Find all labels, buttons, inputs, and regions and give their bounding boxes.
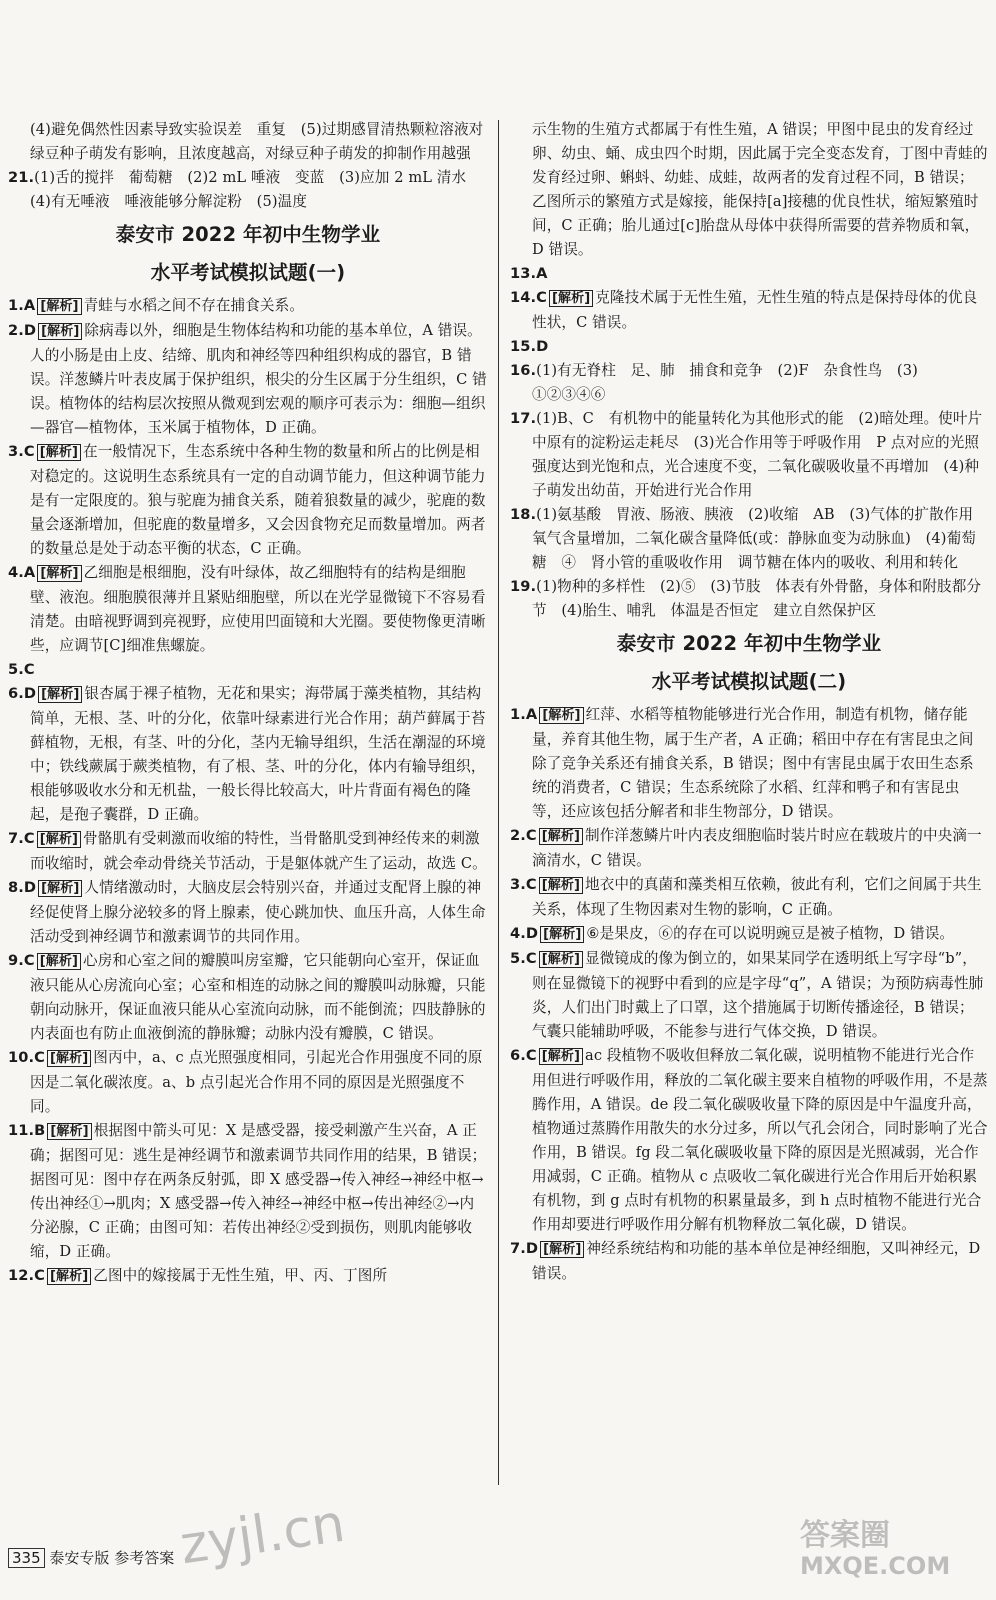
analysis-text: 显微镜成的像为倒立的，如果某同学在透明纸上写字母“b”，则在显微镜下的视野中看到的应是字母“q”，A 错误；为预防病毒性肺炎，人们出门时戴上了口罩，这个措施属于切断传播途径，B 错误；气囊只能辅助呼吸，不能参与进行气体交换，D 错误。 xyxy=(532,950,984,1040)
section-title-1-line2: 水平考试模拟试题(一) xyxy=(150,261,346,284)
exam2-answer-item xyxy=(510,703,988,824)
analysis-text: 骨骼肌有受刺激而收缩的特性，当骨骼肌受到神经传来的刺激而收缩时，就会牵动骨绕关节活动，于是躯体就产生了运动，故选 C。 xyxy=(30,830,487,872)
analysis-text: 神经系统结构和功能的基本单位是神经细胞，又叫神经元，D 错误。 xyxy=(532,1240,981,1282)
answer-letter: C xyxy=(23,952,35,969)
answer-letter: D xyxy=(536,338,549,355)
exam1-answer-item xyxy=(8,1264,488,1289)
analysis-text: (1)氨基酸 胃液、肠液、胰液 (2)收缩 AB (3)气体的扩散作用 氧气含量增加，二氧化碳含量降低(或：静脉血变为动脉血) (4)葡萄糖 ④ 肾小管的重吸收作用 调节糖在体内的吸收、利用和转化 xyxy=(532,506,988,571)
exam1-answer-item xyxy=(510,262,988,286)
question-number: 6. xyxy=(510,1047,526,1064)
answer-letter: C xyxy=(34,1267,45,1284)
question-number: 6. xyxy=(8,685,24,702)
exam1-answer-item xyxy=(8,319,488,440)
question-number: 3. xyxy=(510,876,526,893)
analysis-tag: [解析] xyxy=(539,1048,583,1065)
answer-letter: B xyxy=(34,1122,46,1139)
analysis-tag: [解析] xyxy=(540,926,584,943)
question-number: 4. xyxy=(8,564,24,581)
answer-letter: A xyxy=(536,265,548,282)
page-footer xyxy=(8,1547,174,1568)
analysis-text: ac 段植物不吸收但释放二氧化碳，说明植物不能进行光合作用但进行呼吸作用，释放的二氧化碳主要来自植物的呼吸作用，不是蒸腾作用，A 错误。de 段二氧化碳吸收量下降的原因是中午温度升高，植物通过蒸腾作用散失的水分过多，所以气孔会闭合，同时影响了光合作用，B 错误。fg 段二氧化碳吸收量下降的原因是光照减弱，光合作用减弱，C 正确。植物从 c 点吸收二氧化碳进行光合作用后开始积累有机物，到 g 点时有机物的积累量最多，到 h 点时植物不能进行光合作用却要进行呼吸作用分解有机物释放二氧化碳，D 错误。 xyxy=(532,1047,988,1233)
exam1-answer-item xyxy=(8,1046,488,1119)
exam1-answer-item xyxy=(8,294,488,319)
exam2-answer-item xyxy=(510,824,988,873)
analysis-text: 地衣中的真菌和藻类相互依赖，彼此有利，它们之间属于共生关系，体现了生物因素对生物的影响，C 正确。 xyxy=(532,876,982,918)
exam1-answer-item xyxy=(8,1119,488,1264)
analysis-text: 青蛙与水稻之间不存在捕食关系。 xyxy=(83,297,305,314)
analysis-tag: [解析] xyxy=(47,1268,91,1285)
question-number: 17. xyxy=(510,410,537,427)
analysis-tag: [解析] xyxy=(37,444,81,461)
answer-letter: A xyxy=(23,297,36,314)
analysis-tag: [解析] xyxy=(47,1123,91,1140)
answer-list-exam-2 xyxy=(510,703,988,1286)
analysis-tag: [解析] xyxy=(37,831,81,848)
q12-continuation: 示生物的生殖方式都属于有性生殖，A 错误；甲图中昆虫的发育经过卵、幼虫、蛹、成虫四个时期，因此属于完全变态发育，丁图中青蛙的发育经过卵、蝌蚪、幼蛙、成蛙，故两者的发育过程不同，B 错误；乙图所示的繁殖方式是嫁接，能保持[a]接穗的优良性状，缩短繁殖时间，C 正确；胎儿通过[c]胎盘从母体中获得所需要的营养物质和氧，D 错误。 xyxy=(532,121,988,258)
question-number: 2. xyxy=(510,827,526,844)
answer-list-exam-1-cont xyxy=(510,262,988,623)
answer-letter: C xyxy=(23,661,35,678)
right-column xyxy=(510,118,988,1286)
exam2-answer-item xyxy=(510,873,988,922)
exam1-answer-item xyxy=(8,682,488,827)
answer-letter: D xyxy=(23,322,37,339)
answer-letter: C xyxy=(525,950,537,967)
analysis-tag: [解析] xyxy=(47,1050,91,1067)
answer-letter: C xyxy=(525,1047,537,1064)
analysis-tag: [解析] xyxy=(38,880,82,897)
analysis-text: 根据图中箭头可见：X 是感受器，接受刺激产生兴奋，A 正确；据图可见：逃生是神经调节和激素调节共同作用的结果，B 错误；据图可见：图中存在两条反射弧，即 X 感受器→传入神经→神经中枢→传出神经①→肌肉；X 感受器→传入神经→神经中枢→传出神经②→内分泌腺，C 正确；由图可知：若传出神经②受到损伤，则肌肉能够收缩，D 正确。 xyxy=(30,1122,487,1260)
answer-letter: C xyxy=(23,443,35,460)
analysis-tag: [解析] xyxy=(37,953,81,970)
analysis-text: ⑥是果皮，⑥的存在可以说明豌豆是被子植物，D 错误。 xyxy=(586,925,955,942)
analysis-text: 银杏属于裸子植物，无花和果实；海带属于藻类植物，其结构简单，无根、茎、叶的分化，依靠叶绿素进行光合作用；葫芦藓属于苔藓植物，无根，有茎、叶的分化，茎内无输导组织，生活在潮湿的环境中；铁线蕨属于蕨类植物，有了根、茎、叶的分化，体内有输导组织，根能够吸收水分和无机盐，一般长得比较高大，叶片背面有褐色的隆起，是孢子囊群，D 正确。 xyxy=(30,685,486,823)
exam2-answer-item xyxy=(510,1044,988,1237)
answer-letter: D xyxy=(525,1240,539,1257)
answer-letter: D xyxy=(23,685,37,702)
exam1-answer-item xyxy=(510,575,988,623)
question-number: 19. xyxy=(510,578,537,595)
question-number: 1. xyxy=(8,297,24,314)
question-number: 7. xyxy=(8,830,24,847)
edition-label: 泰安专版 xyxy=(49,1549,110,1567)
question-number: 7. xyxy=(510,1240,526,1257)
question-number: 3. xyxy=(8,443,24,460)
analysis-tag: [解析] xyxy=(37,298,81,315)
analysis-text: 克隆技术属于无性生殖，无性生殖的特点是保持母体的优良性状，C 错误。 xyxy=(532,289,978,331)
analysis-text: 人情绪激动时，大脑皮层会特别兴奋，并通过支配肾上腺的神经促使肾上腺分泌较多的肾上腺素，使心跳加快、血压升高，人体生命活动受到神经调节和激素调节的共同作用。 xyxy=(30,879,486,945)
analysis-tag: [解析] xyxy=(539,828,583,845)
answer-list-exam-1 xyxy=(8,294,488,1289)
analysis-text: (1)物种的多样性 (2)⑤ (3)节肢 体表有外骨骼，身体和附肢都分节 (4)胎生、哺乳 体温是否恒定 建立自然保护区 xyxy=(532,578,982,619)
watermark-mxqe-cn: 答案圈 xyxy=(800,1518,890,1553)
question-number: 8. xyxy=(8,879,24,896)
question-number: 5. xyxy=(510,950,526,967)
question-number: 4. xyxy=(510,925,526,942)
question-number: 14. xyxy=(510,289,537,306)
section-title-2-line2: 水平考试模拟试题(二) xyxy=(651,670,847,693)
exam1-answer-item xyxy=(510,286,988,335)
exam1-answer-item xyxy=(8,561,488,658)
analysis-tag: [解析] xyxy=(540,1241,584,1258)
question-number: 16. xyxy=(510,362,537,379)
exam1-answer-item xyxy=(510,503,988,575)
answer-letter: C xyxy=(23,830,35,847)
question-number: 13. xyxy=(510,265,537,282)
analysis-tag: [解析] xyxy=(38,323,82,340)
analysis-tag: [解析] xyxy=(549,290,593,307)
exam1-answer-item xyxy=(8,827,488,876)
analysis-text: 在一般情况下，生态系统中各种生物的数量和所占的比例是相对稳定的。这说明生态系统具有一定的自动调节能力，但这种调节能力是有一定限度的。狼与驼鹿为捕食关系，随着狼数量的减少，驼鹿的数量会逐渐增加，但驼鹿的数量增多，又会因食物充足而数量增加。两者的数量总是处于动态平衡的状态，C 正确。 xyxy=(30,443,486,557)
question-number: 11. xyxy=(8,1122,35,1139)
analysis-text: (1)有无脊柱 足、肺 捕食和竞争 (2)F 杂食性鸟 (3) ①②③④⑥ xyxy=(532,362,918,403)
question-number: 18. xyxy=(510,506,537,523)
answer-letter: C xyxy=(536,289,547,306)
answer-letter: D xyxy=(525,925,539,942)
section-title-2-line1: 泰安市 2022 年初中生物学业 xyxy=(616,632,882,655)
exam1-answer-item xyxy=(510,359,988,407)
answer-letter: A xyxy=(525,706,538,723)
question-number: 9. xyxy=(8,952,24,969)
analysis-tag: [解析] xyxy=(37,565,81,582)
question-number: 10. xyxy=(8,1049,35,1066)
answer-letter: D xyxy=(23,879,37,896)
exam1-answer-item xyxy=(8,440,488,561)
exam1-answer-item xyxy=(8,658,488,682)
left-column xyxy=(8,118,488,1289)
watermark-mxqe: MXQE.COM xyxy=(800,1552,951,1580)
exam1-answer-item xyxy=(8,949,488,1046)
question-number: 5. xyxy=(8,661,24,678)
analysis-text: 红萍、水稻等植物能够进行光合作用，制造有机物，储存能量，养育其他生物，属于生产者，A 正确；稻田中存在有害昆虫之间除了竞争关系还有捕食关系，B 错误；图中有害昆虫属于农田生态系统的消费者，C 错误；生态系统除了水稻、红萍和鸭子和有害昆虫等，还应该包括分解者和非生物部分，D 错误。 xyxy=(532,706,974,820)
question-number: 2. xyxy=(8,322,24,339)
section-title-1-line1: 泰安市 2022 年初中生物学业 xyxy=(115,223,381,246)
question-number: 1. xyxy=(510,706,526,723)
exam1-answer-item xyxy=(510,335,988,359)
analysis-tag: [解析] xyxy=(539,951,583,968)
analysis-text: (1)B、C 有机物中的能量转化为其他形式的能 (2)暗处理。使叶片中原有的淀粉运走耗尽 (3)光合作用等于呼吸作用 P 点对应的光照强度达到光饱和点，光合速度不变，二氧化碳吸收量不再增加 (4)种子萌发出幼苗，开始进行光合作用 xyxy=(532,410,983,499)
exam2-answer-item xyxy=(510,947,988,1044)
analysis-tag: [解析] xyxy=(539,877,583,894)
analysis-text: 除病毒以外，细胞是生物体结构和功能的基本单位，A 错误。人的小肠是由上皮、结缔、肌肉和神经等四种组织构成的器官，B 错误。洋葱鳞片叶表皮属于保护组织，根尖的分生区属于分生组织，C 错误。植物体的结构层次按照从微观到宏观的顺序可表示为：细胞—组织—器官—植物体，玉米属于植物体，D 正确。 xyxy=(30,322,487,436)
answer-letter: A xyxy=(23,564,36,581)
exam1-answer-item xyxy=(8,876,488,949)
page-number: 335 xyxy=(8,1548,45,1568)
exam2-answer-item xyxy=(510,922,988,947)
analysis-text: 乙细胞是根细胞，没有叶绿体，故乙细胞特有的结构是细胞壁、液泡。细胞膜很薄并且紧贴细胞壁，所以在光学显微镜下不容易看清楚。由暗视野调到亮视野，应使用凹面镜和大光圈。要使物像更清晰些，应调节[C]细准焦螺旋。 xyxy=(30,564,486,654)
question-number: 12. xyxy=(8,1267,35,1284)
answer-letter: C xyxy=(34,1049,45,1066)
analysis-tag: [解析] xyxy=(38,686,82,703)
exam1-answer-item xyxy=(510,407,988,503)
prev-answer-continuation: (4)避免偶然性因素导致实验误差 重复 (5)过期感冒清热颗粒溶液对绿豆种子萌发有影响，且浓度越高，对绿豆种子萌发的抑制作用越强 xyxy=(30,121,484,162)
analysis-text: 图丙中，a、c 点光照强度相同，引起光合作用强度不同的原因是二氧化碳浓度。a、b 点引起光合作用不同的原因是光照强度不同。 xyxy=(30,1049,483,1115)
watermark-zyjl: zyjl.cn xyxy=(176,1493,349,1577)
analysis-text: 制作洋葱鳞片叶内表皮细胞临时装片时应在载玻片的中央滴一滴清水，C 错误。 xyxy=(532,827,982,869)
analysis-tag: [解析] xyxy=(539,707,583,724)
exam2-answer-item xyxy=(510,1237,988,1286)
answer-letter: C xyxy=(525,827,537,844)
analysis-text: 乙图中的嫁接属于无性生殖，甲、丙、丁图所 xyxy=(93,1267,388,1284)
answer-key-label: 参考答案 xyxy=(114,1549,175,1567)
analysis-text: 心房和心室之间的瓣膜叫房室瓣，它只能朝向心室开，保证血液只能从心房流向心室；心室和相连的动脉之间的瓣膜叫动脉瓣，只能朝向动脉开，保证血液只能从心室流向动脉，而不能倒流；四肢静脉的内表面也有防止血液倒流的静脉瓣；动脉内没有瓣膜，C 错误。 xyxy=(30,952,486,1042)
question-21: 21.(1)舌的搅拌 葡萄糖 (2)2 mL 唾液 变蓝 (3)应加 2 mL 清水 (4)有无唾液 唾液能够分解淀粉 (5)温度 xyxy=(8,169,481,210)
column-divider xyxy=(498,120,499,1485)
answer-letter: C xyxy=(525,876,537,893)
question-number: 15. xyxy=(510,338,537,355)
